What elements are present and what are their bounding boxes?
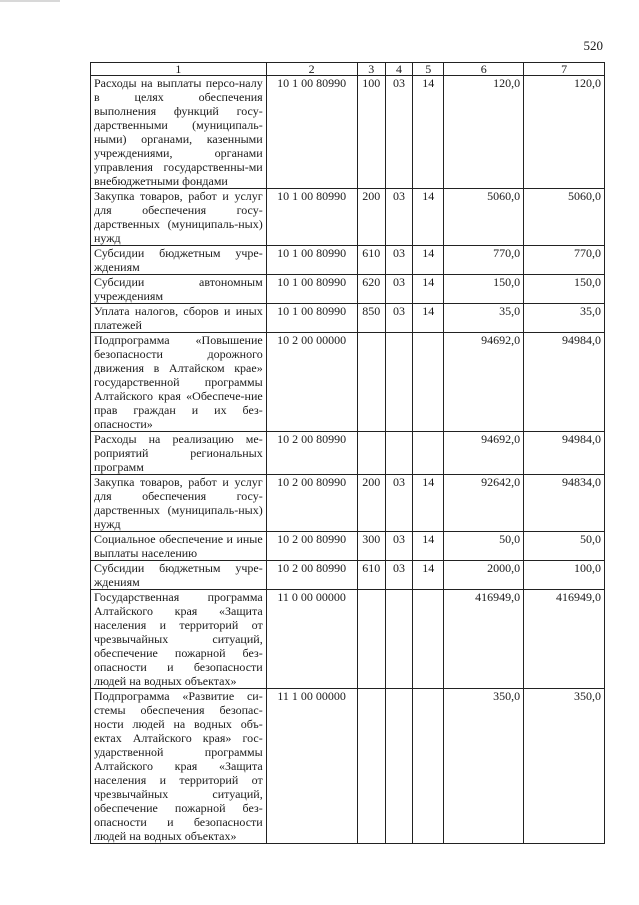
table-row [91, 275, 605, 304]
section-cell: 03 [385, 76, 412, 189]
scan-edge-mark [0, 0, 60, 2]
target-code-cell: 10 1 00 80990 [266, 76, 357, 189]
section-cell: 03 [385, 532, 412, 561]
subsection-cell: 14 [413, 189, 444, 246]
target-code-cell: 10 2 00 80990 [266, 432, 357, 475]
amount-year2-cell: 35,0 [524, 304, 605, 333]
target-code-cell: 11 1 00 00000 [266, 689, 357, 844]
amount-year1-cell: 5060,0 [444, 189, 524, 246]
section-cell: 03 [385, 304, 412, 333]
amount-year2-cell: 94984,0 [524, 333, 605, 432]
target-code-cell: 10 2 00 80990 [266, 561, 357, 590]
amount-year2-cell: 50,0 [524, 532, 605, 561]
subsection-cell: 14 [413, 304, 444, 333]
target-code-cell: 10 1 00 80990 [266, 275, 357, 304]
table-row [91, 689, 605, 844]
expense-type-cell: 100 [357, 76, 385, 189]
expense-type-cell [357, 432, 385, 475]
amount-year2-cell: 94984,0 [524, 432, 605, 475]
amount-year2-cell: 94834,0 [524, 475, 605, 532]
subsection-cell: 14 [413, 275, 444, 304]
subsection-cell: 14 [413, 532, 444, 561]
amount-year2-cell: 100,0 [524, 561, 605, 590]
budget-table [90, 62, 605, 844]
row-name-cell: Государственная программа Алтайского края «Защита населения и территорий от чрезвычайных ситуаций, обеспечение пожарной без-опасности и безопасности людей на водных объектах» [91, 590, 267, 689]
section-cell [385, 333, 412, 432]
column-header-2: 2 [266, 63, 357, 76]
amount-year1-cell: 350,0 [444, 689, 524, 844]
row-name-cell: Расходы на реализацию ме-роприятий региональных программ [91, 432, 267, 475]
row-name-cell: Социальное обеспечение и иные выплаты населению [91, 532, 267, 561]
page-number: 520 [583, 38, 603, 53]
amount-year1-cell: 50,0 [444, 532, 524, 561]
expense-type-cell: 850 [357, 304, 385, 333]
expense-type-cell [357, 689, 385, 844]
subsection-cell [413, 432, 444, 475]
table-row [91, 189, 605, 246]
column-header-6: 6 [444, 63, 524, 76]
amount-year1-cell: 416949,0 [444, 590, 524, 689]
row-name-cell: Подпрограмма «Развитие си-стемы обеспечения безопас-ности людей на водных объ-ектах Алтайского края» гос-ударственной программы Алтайского края «Защита населения и территорий от чрезвычайных ситуаций, обеспечение пожарной без-опасности и безопасности людей на водных объектах» [91, 689, 267, 844]
expense-type-cell: 200 [357, 189, 385, 246]
section-cell: 03 [385, 475, 412, 532]
expense-type-cell: 200 [357, 475, 385, 532]
target-code-cell: 10 1 00 80990 [266, 189, 357, 246]
column-header-4: 4 [385, 63, 412, 76]
row-name-cell: Закупка товаров, работ и услуг для обеспечения госу-дарственных (муниципаль-ных) нужд [91, 189, 267, 246]
expense-type-cell: 620 [357, 275, 385, 304]
table-body [91, 76, 605, 844]
amount-year1-cell: 2000,0 [444, 561, 524, 590]
amount-year1-cell: 94692,0 [444, 432, 524, 475]
row-name-cell: Расходы на выплаты персо-налу в целях обеспечения выполнения функций госу-дарственными (муниципаль-ными) органами, казенными учреждениями, органами управления государственны-ми внебюджетными фондами [91, 76, 267, 189]
target-code-cell: 10 2 00 00000 [266, 333, 357, 432]
expense-type-cell: 300 [357, 532, 385, 561]
target-code-cell: 10 2 00 80990 [266, 475, 357, 532]
column-header-7: 7 [524, 63, 605, 76]
table-row [91, 590, 605, 689]
column-header-5: 5 [413, 63, 444, 76]
table-row [91, 475, 605, 532]
amount-year1-cell: 94692,0 [444, 333, 524, 432]
header-row [91, 63, 605, 76]
section-cell [385, 432, 412, 475]
row-name-cell: Подпрограмма «Повышение безопасности дорожного движения в Алтайском крае» государственной программы Алтайского края «Обеспече-ние прав граждан и их без-опасности» [91, 333, 267, 432]
column-header-3: 3 [357, 63, 385, 76]
expense-type-cell: 610 [357, 246, 385, 275]
amount-year1-cell: 120,0 [444, 76, 524, 189]
column-header-1: 1 [91, 63, 267, 76]
expense-type-cell [357, 333, 385, 432]
amount-year2-cell: 770,0 [524, 246, 605, 275]
expense-type-cell [357, 590, 385, 689]
subsection-cell [413, 689, 444, 844]
section-cell: 03 [385, 246, 412, 275]
subsection-cell: 14 [413, 561, 444, 590]
section-cell [385, 590, 412, 689]
amount-year1-cell: 770,0 [444, 246, 524, 275]
subsection-cell: 14 [413, 76, 444, 189]
amount-year2-cell: 350,0 [524, 689, 605, 844]
subsection-cell [413, 333, 444, 432]
section-cell: 03 [385, 561, 412, 590]
row-name-cell: Субсидии бюджетным учре-ждениям [91, 246, 267, 275]
table-row [91, 532, 605, 561]
amount-year2-cell: 416949,0 [524, 590, 605, 689]
expense-type-cell: 610 [357, 561, 385, 590]
subsection-cell: 14 [413, 246, 444, 275]
section-cell [385, 689, 412, 844]
section-cell: 03 [385, 275, 412, 304]
subsection-cell [413, 590, 444, 689]
target-code-cell: 10 1 00 80990 [266, 304, 357, 333]
target-code-cell: 10 1 00 80990 [266, 246, 357, 275]
table-row [91, 246, 605, 275]
row-name-cell: Субсидии автономным учреждениям [91, 275, 267, 304]
table-row [91, 304, 605, 333]
amount-year2-cell: 150,0 [524, 275, 605, 304]
target-code-cell: 11 0 00 00000 [266, 590, 357, 689]
row-name-cell: Уплата налогов, сборов и иных платежей [91, 304, 267, 333]
table-row [91, 333, 605, 432]
table-row [91, 432, 605, 475]
amount-year1-cell: 150,0 [444, 275, 524, 304]
target-code-cell: 10 2 00 80990 [266, 532, 357, 561]
amount-year2-cell: 120,0 [524, 76, 605, 189]
amount-year1-cell: 92642,0 [444, 475, 524, 532]
table-row [91, 561, 605, 590]
amount-year2-cell: 5060,0 [524, 189, 605, 246]
amount-year1-cell: 35,0 [444, 304, 524, 333]
subsection-cell: 14 [413, 475, 444, 532]
row-name-cell: Субсидии бюджетным учре-ждениям [91, 561, 267, 590]
row-name-cell: Закупка товаров, работ и услуг для обеспечения госу-дарственных (муниципаль-ных) нужд [91, 475, 267, 532]
table-row [91, 76, 605, 189]
section-cell: 03 [385, 189, 412, 246]
